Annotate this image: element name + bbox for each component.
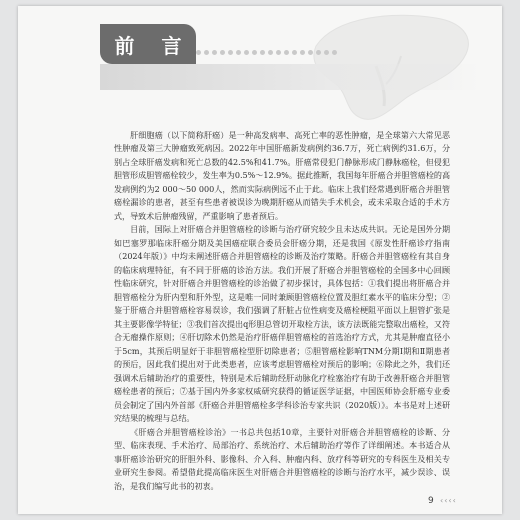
paragraph: 肝细胞癌（以下简称肝癌）是一种高发病率、高死亡率的恶性肿瘤，是全球第六大常见恶性肿瘤及第三大肿瘤致死病因。2022年中国肝癌新发病例约36.7万，死亡病例约31.6万，分别占全球肝癌发病和死亡总数的42.5%和41.7%。肝癌常侵犯门静脉形成门静脉癌栓，但侵犯胆管形成胆管癌栓较少，发生率为0.5%～12.9%。据此推断，我国每年肝癌合并胆管癌栓的高发病例约为2 000～50 000人，然而实际病例远不止于此。临床上我们经常遇到肝癌合并胆管癌栓漏诊的患者，甚至有些患者被误诊为晚期肝癌从而错失手术机会，或未采取合适的手术方式，导致术后肿瘤残留，严重影响了患者预后。 [114,131,450,221]
preface-body [114,129,450,493]
page-number: 9 [428,496,434,506]
book-page [18,6,502,514]
paragraph: 《肝癌合并胆管癌栓诊治》一书总共包括10章，主要针对肝癌合并胆管癌栓的诊断、分型、临床表现、手术治疗、局部治疗、系统治疗、术后辅助治疗等作了详细阐述。本书适合从事肝癌诊治研究的肝胆外科、影像科、介入科、肿瘤内科、放疗科等研究的专科医生及相关专业研究生参阅。希望借此提高临床医生对肝癌合并胆管癌栓的诊断与治疗水平，减少误诊、误治，是我们编写此书的初衷。 [114,427,450,491]
paragraph: 目前，国际上对肝癌合并胆管癌栓的诊断与治疗研究较少且未达成共识。无论是国外分期如巴塞罗那临床肝癌分期及美国癌症联合委员会肝癌分期，还是我国《原发性肝癌诊疗指南（2024年版）》中均未阐述肝癌合并胆管癌栓的诊断及治疗策略。肝癌合并胆管癌栓有其自身的临床病理特征，有不同于肝癌的诊治方法。我们开展了肝癌合并胆管癌栓的全国多中心回顾性临床研究，针对肝癌合并胆管癌栓的诊治做了初步探讨，具体包括：①我们提出将肝癌合并胆管癌栓分为肝内型和肝外型，这是唯一同时兼顾胆管癌栓位置及胆红素水平的临床分型；②鉴于肝癌合并胆管癌栓容易误诊，我们强调了肝脏占位性病变及癌栓梗阻平面以上胆管扩张是其主要影像学特征；③我们首次提出q形胆总管切开取栓方法，该方法既能完整取出癌栓，又符合无瘤操作原则；④肝切除术仍然是治疗肝癌伴胆管癌栓的首选治疗方式，尤其是肿瘤直径小于5cm，其预后明显好于非胆管癌栓型肝切除患者；⑤胆管癌栓影响TNM分期Ⅰ期和Ⅱ期患者的预后，因此我们提出对于此类患者，应该考虑胆管癌栓对预后的影响；⑥除此之外，我们还强调术后辅助治疗的重要性，特别是术后辅助经肝动脉化疗栓塞治疗有助于改善肝癌合并胆管癌栓患者的预后；⑦基于国内外多家权威研究获得的循证医学证据，中国医师协会肝癌专业委员会制定了国内外首部《肝癌合并胆管癌栓多学科诊治专家共识（2020版）》。本书是对上述研究结果的梳理与总结。 [114,225,450,424]
header-band [100,64,480,90]
page-arrows-decor: ‹‹‹‹ [440,496,457,505]
page-title: 前 言 [100,24,196,64]
